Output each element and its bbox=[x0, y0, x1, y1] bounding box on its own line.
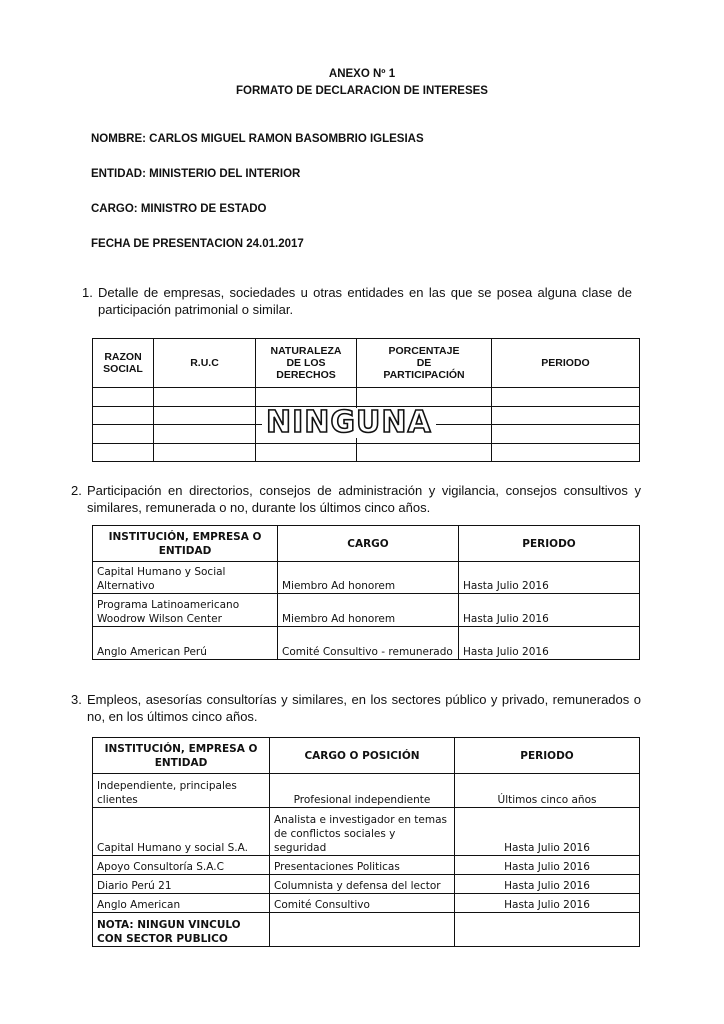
header-institucion: INSTITUCIÓN, EMPRESA O ENTIDAD bbox=[93, 526, 278, 562]
header-cargo: CARGO bbox=[278, 526, 459, 562]
cell-cargo: Miembro Ad honorem bbox=[278, 594, 459, 627]
section-2-number: 2. bbox=[71, 483, 82, 498]
section-1-description: Detalle de empresas, sociedades u otras entidades en las que se posea alguna clase de participación patrimonial o similar. bbox=[98, 285, 632, 317]
table-row bbox=[93, 388, 640, 406]
nombre-field: NOMBRE: CARLOS MIGUEL RAMON BASOMBRIO IGLESIAS bbox=[91, 133, 424, 145]
header-porcentaje: PORCENTAJE DE PARTICIPACIÓN bbox=[357, 339, 492, 388]
table-row bbox=[93, 562, 640, 594]
header-cargo-posicion: CARGO O POSICIÓN bbox=[270, 738, 455, 774]
section-2-text bbox=[71, 482, 641, 516]
table-row bbox=[93, 913, 640, 947]
directorios-table bbox=[92, 525, 640, 660]
header-periodo: PERIODO bbox=[455, 738, 640, 774]
table-row bbox=[93, 894, 640, 913]
header-periodo: PERIODO bbox=[459, 526, 640, 562]
section-1-number: 1. bbox=[82, 285, 93, 300]
nota-cell: NOTA: NINGUN VINCULO CON SECTOR PUBLICO bbox=[93, 913, 270, 947]
header-naturaleza: NATURALEZA DE LOS DERECHOS bbox=[256, 339, 357, 388]
cell-cargo: Comité Consultivo - remunerado bbox=[278, 627, 459, 660]
cell-cargo: Profesional independiente bbox=[270, 774, 455, 808]
cell-periodo: Hasta Julio 2016 bbox=[459, 594, 640, 627]
document-title: FORMATO DE DECLARACION DE INTERESES bbox=[236, 85, 488, 97]
table-row bbox=[93, 594, 640, 627]
section-2-description: Participación en directorios, consejos de administración y vigilancia, consejos consultivos y similares, remunerada o no, durante los últimos cinco años. bbox=[87, 483, 641, 515]
cell-periodo: Hasta Julio 2016 bbox=[459, 627, 640, 660]
table-row bbox=[93, 627, 640, 660]
entidad-field: ENTIDAD: MINISTERIO DEL INTERIOR bbox=[91, 168, 301, 180]
cell-cargo: Analista e investigador en temas de conflictos sociales y seguridad bbox=[270, 808, 455, 856]
fecha-field: FECHA DE PRESENTACION 24.01.2017 bbox=[91, 238, 304, 250]
annex-heading: ANEXO Nº 1 bbox=[328, 68, 396, 80]
table-header-row bbox=[93, 339, 640, 388]
table-row bbox=[93, 774, 640, 808]
section-3-number: 3. bbox=[71, 692, 82, 707]
ninguna-stamp: NINGUNA bbox=[262, 408, 436, 438]
table-row bbox=[93, 875, 640, 894]
cell-institucion: Capital Humano y social S.A. bbox=[93, 808, 270, 856]
cell-periodo: Últimos cinco años bbox=[455, 774, 640, 808]
cell-periodo: Hasta Julio 2016 bbox=[455, 894, 640, 913]
section-3-description: Empleos, asesorías consultorías y similares, en los sectores público y privado, remunerados o no, en los últimos cinco años. bbox=[87, 692, 641, 724]
cell-periodo bbox=[455, 913, 640, 947]
cell-institucion: Anglo American Perú bbox=[93, 627, 278, 660]
cell-institucion: Anglo American bbox=[93, 894, 270, 913]
cell-cargo: Columnista y defensa del lector bbox=[270, 875, 455, 894]
cell-periodo: Hasta Julio 2016 bbox=[455, 808, 640, 856]
cell-institucion: Programa Latinoamericano Woodrow Wilson Center bbox=[93, 594, 278, 627]
cell-institucion: Apoyo Consultoría S.A.C bbox=[93, 856, 270, 875]
cell-institucion: Diario Perú 21 bbox=[93, 875, 270, 894]
cell-cargo: Miembro Ad honorem bbox=[278, 562, 459, 594]
cell-cargo bbox=[270, 913, 455, 947]
table-header-row bbox=[93, 526, 640, 562]
header-periodo: PERIODO bbox=[492, 339, 640, 388]
empleos-table bbox=[92, 737, 640, 947]
cell-institucion: Capital Humano y Social Alternativo bbox=[93, 562, 278, 594]
cell-periodo: Hasta Julio 2016 bbox=[455, 856, 640, 875]
cell-institucion: Independiente, principales clientes bbox=[93, 774, 270, 808]
section-3-text bbox=[71, 691, 641, 725]
cell-periodo: Hasta Julio 2016 bbox=[459, 562, 640, 594]
table-row bbox=[93, 808, 640, 856]
table-row bbox=[93, 443, 640, 462]
header-razon-social: RAZON SOCIAL bbox=[93, 339, 154, 388]
cell-cargo: Presentaciones Politicas bbox=[270, 856, 455, 875]
table-header-row bbox=[93, 738, 640, 774]
participation-table bbox=[92, 338, 640, 462]
cell-periodo: Hasta Julio 2016 bbox=[455, 875, 640, 894]
table-row bbox=[93, 856, 640, 875]
section-1-text bbox=[82, 284, 632, 318]
header-ruc: R.U.C bbox=[154, 339, 256, 388]
cargo-field: CARGO: MINISTRO DE ESTADO bbox=[91, 203, 267, 215]
cell-cargo: Comité Consultivo bbox=[270, 894, 455, 913]
header-institucion: INSTITUCIÓN, EMPRESA O ENTIDAD bbox=[93, 738, 270, 774]
